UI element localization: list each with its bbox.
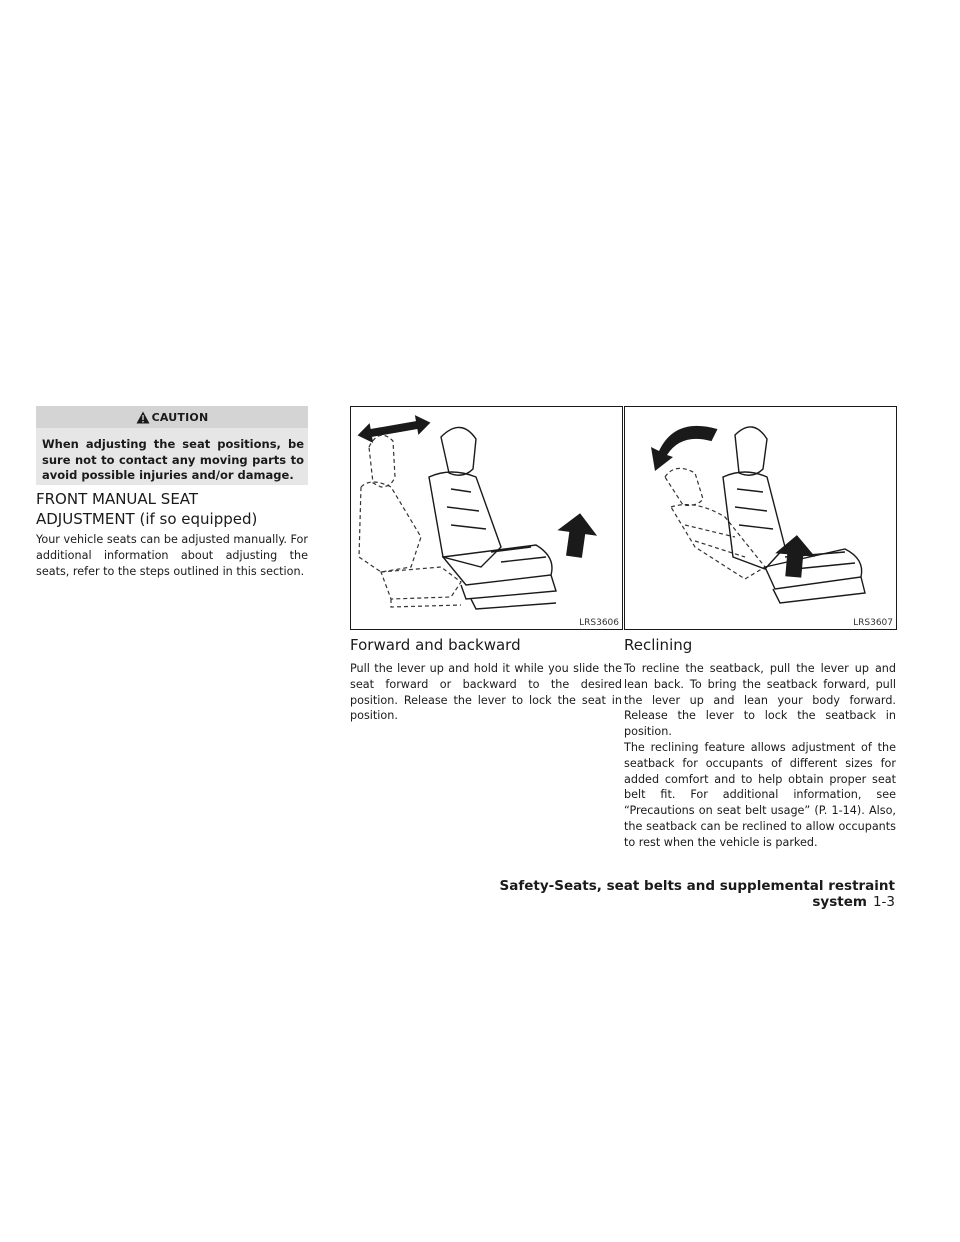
page-footer — [425, 878, 895, 910]
section-body: Your vehicle seats can be adjusted manually. For additional information about adjusting the seats, refer to the steps outlined in this section. — [36, 533, 308, 578]
figure-seat-slide — [350, 406, 623, 630]
forward-body: Pull the lever up and hold it while you slide the seat forward or backward to the desired position. Release the lever to lock the seat in position. — [350, 662, 622, 723]
reclining-body-1: To recline the seatback, pull the lever up and lean back. To bring the seatback forward, pull the lever up and lean your body forward. Release the lever to lock the seatback in position. — [624, 662, 896, 739]
section-title-line2: ADJUSTMENT (if so equipped) — [36, 510, 258, 528]
page-number: 1-3 — [872, 894, 895, 910]
figure-seat-recline — [624, 406, 897, 630]
section-title-line1: FRONT MANUAL SEAT — [36, 490, 199, 508]
section-title — [36, 489, 316, 529]
seat-slide-illustration — [351, 407, 622, 629]
chapter-title: Safety-Seats, seat belts and supplemental restraint system — [499, 878, 895, 910]
caution-text: When adjusting the seat positions, be sure not to contact any moving parts to avoid possible injuries and/or damage. — [42, 437, 304, 482]
caution-header — [36, 406, 308, 428]
forward-title: Forward and backward — [350, 636, 521, 654]
seat-recline-illustration — [625, 407, 896, 629]
caution-label: CAUTION — [151, 410, 209, 424]
figure-code-1: LRS3606 — [579, 618, 619, 628]
caution-box — [36, 406, 308, 485]
reclining-body-2: The reclining feature allows adjustment of the seatback for occupants of different sizes for added comfort and to help obtain proper seat belt fit. For additional information, see “Precautions on seat belt usage” (P. 1-14). Also, the seatback can be reclined to allow occupants to rest when the vehicle is parked. — [624, 741, 896, 849]
reclining-title: Reclining — [624, 636, 693, 654]
warning-icon — [136, 411, 150, 424]
figure-code-2: LRS3607 — [853, 618, 893, 628]
